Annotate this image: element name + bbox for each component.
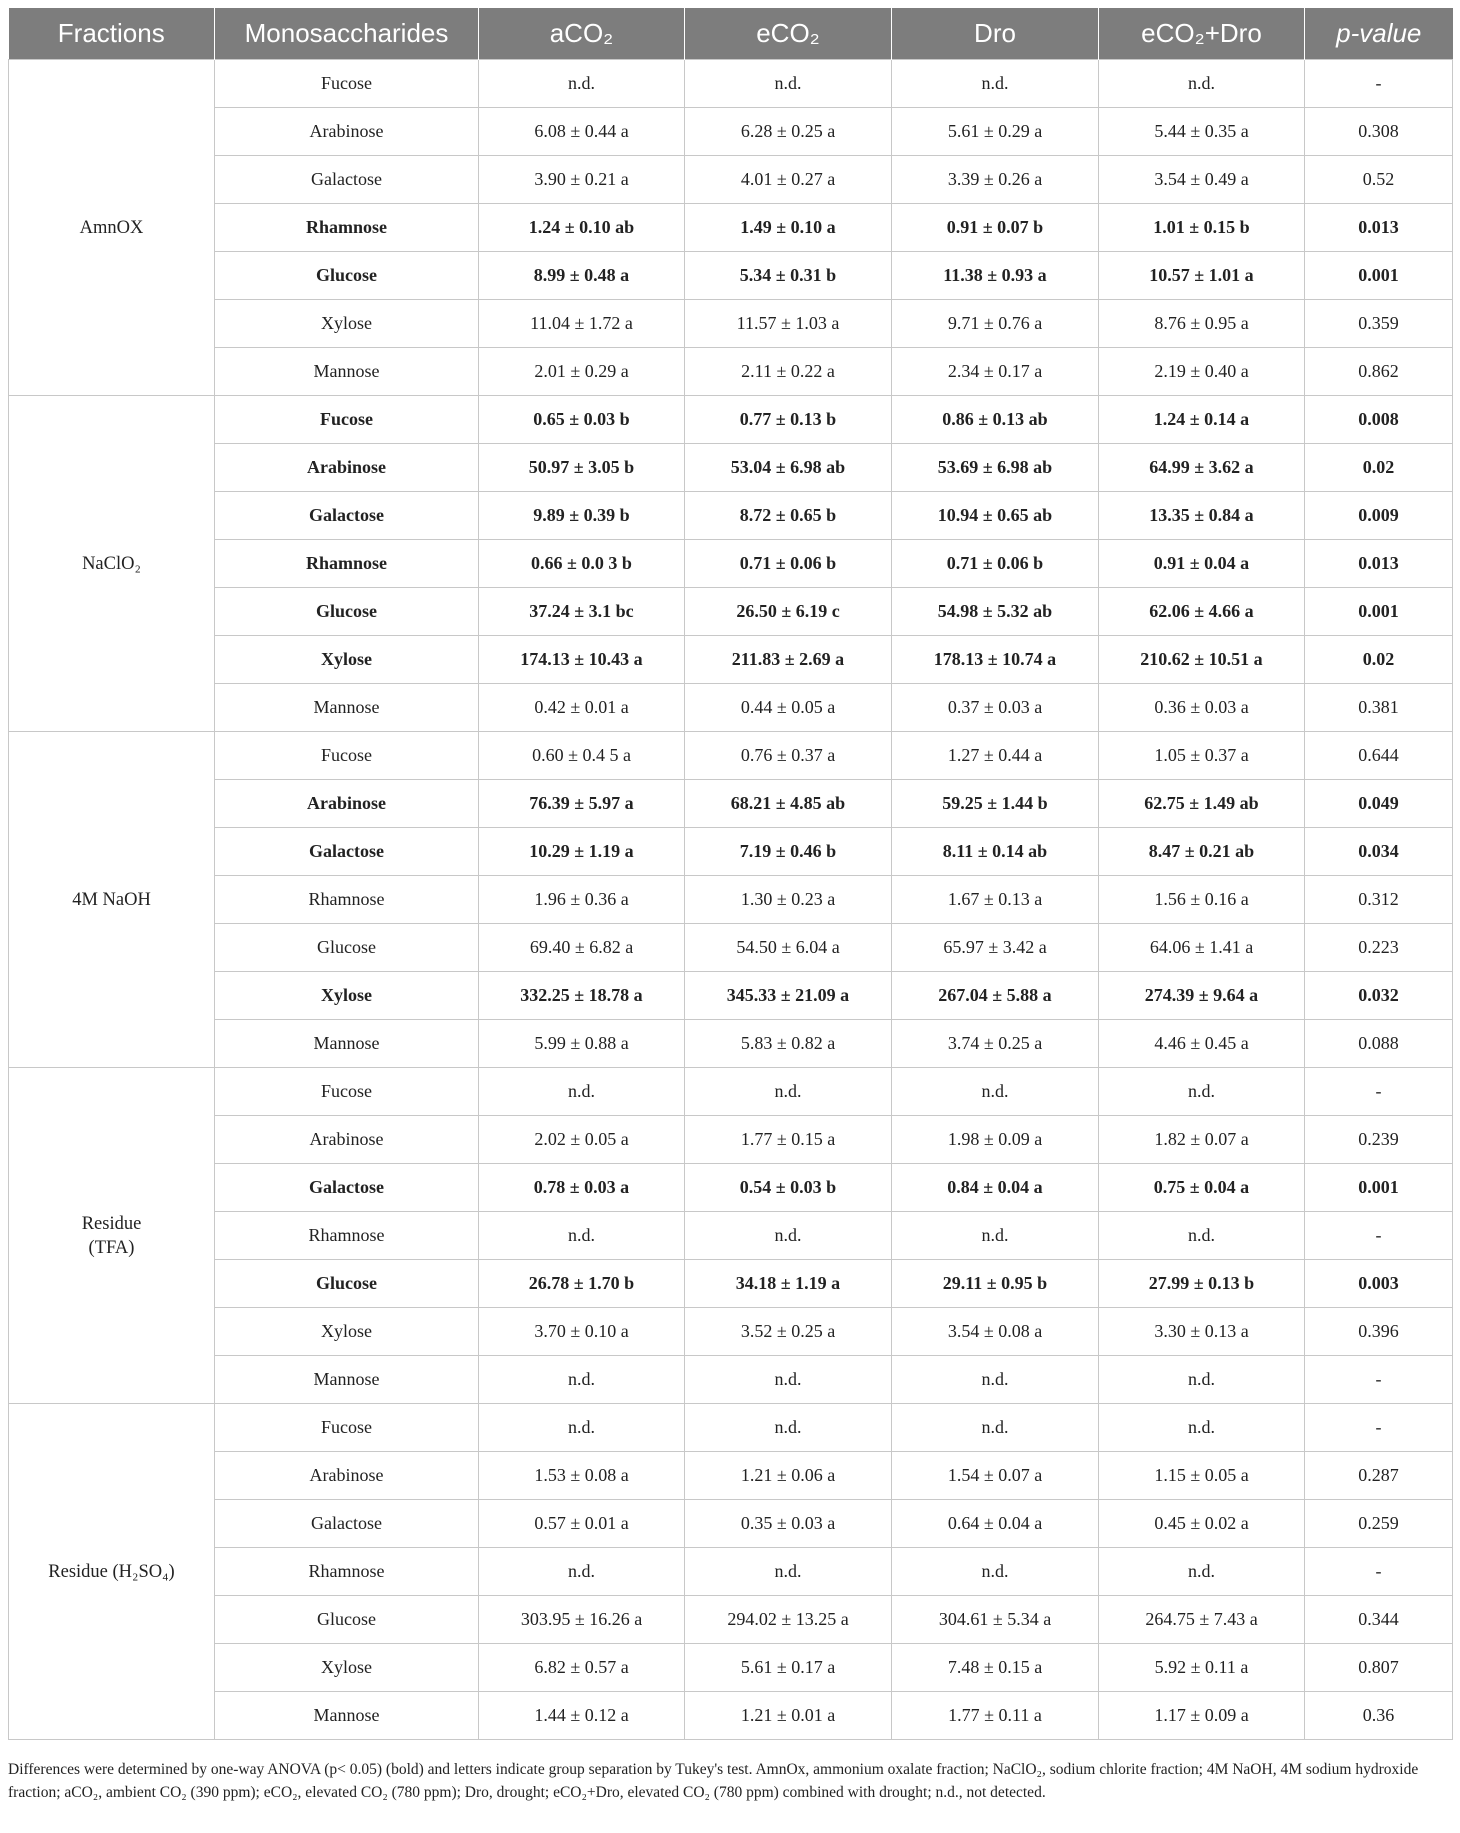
monosaccharide-cell: Galactose [215,828,479,876]
table-row [9,252,1453,300]
aco2-cell: 0.65 ± 0.03 b [479,396,685,444]
table-row [9,1500,1453,1548]
p-value-cell: 0.359 [1305,300,1453,348]
header-monosaccharides: Monosaccharides [215,8,479,60]
aco2-cell: 3.90 ± 0.21 a [479,156,685,204]
dro-cell: 0.91 ± 0.07 b [892,204,1099,252]
monosaccharide-cell: Galactose [215,1500,479,1548]
eco2dro-cell: 64.06 ± 1.41 a [1099,924,1305,972]
p-value-cell: 0.381 [1305,684,1453,732]
dro-cell: 7.48 ± 0.15 a [892,1644,1099,1692]
p-value-cell: 0.644 [1305,732,1453,780]
table-container [8,8,1452,1740]
table-row [9,1020,1453,1068]
eco2-cell: 0.76 ± 0.37 a [685,732,892,780]
dro-cell: 5.61 ± 0.29 a [892,108,1099,156]
p-value-cell: - [1305,1404,1453,1452]
eco2-cell: n.d. [685,1356,892,1404]
eco2dro-cell: 1.01 ± 0.15 b [1099,204,1305,252]
eco2-cell: 0.71 ± 0.06 b [685,540,892,588]
p-value-cell: 0.008 [1305,396,1453,444]
monosaccharide-cell: Fucose [215,396,479,444]
aco2-cell: 76.39 ± 5.97 a [479,780,685,828]
eco2-cell: 34.18 ± 1.19 a [685,1260,892,1308]
monosaccharide-cell: Arabinose [215,1116,479,1164]
aco2-cell: n.d. [479,1548,685,1596]
aco2-cell: 0.66 ± 0.0 3 b [479,540,685,588]
eco2-cell: n.d. [685,1212,892,1260]
eco2-cell: 294.02 ± 13.25 a [685,1596,892,1644]
dro-cell: 267.04 ± 5.88 a [892,972,1099,1020]
monosaccharide-cell: Fucose [215,732,479,780]
dro-cell: n.d. [892,1548,1099,1596]
monosaccharide-cell: Galactose [215,492,479,540]
monosaccharide-cell: Glucose [215,1596,479,1644]
table-row [9,492,1453,540]
eco2-cell: 1.21 ± 0.06 a [685,1452,892,1500]
p-value-cell: 0.003 [1305,1260,1453,1308]
table-row [9,204,1453,252]
eco2dro-cell: 210.62 ± 10.51 a [1099,636,1305,684]
table-row [9,108,1453,156]
aco2-cell: 303.95 ± 16.26 a [479,1596,685,1644]
p-value-cell: - [1305,1212,1453,1260]
monosaccharide-cell: Rhamnose [215,540,479,588]
monosaccharide-cell: Mannose [215,1020,479,1068]
eco2-cell: 26.50 ± 6.19 c [685,588,892,636]
monosaccharide-cell: Fucose [215,60,479,108]
eco2dro-cell: 1.24 ± 0.14 a [1099,396,1305,444]
aco2-cell: 174.13 ± 10.43 a [479,636,685,684]
eco2-cell: n.d. [685,1404,892,1452]
table-row [9,1164,1453,1212]
eco2dro-cell: 0.36 ± 0.03 a [1099,684,1305,732]
monosaccharide-cell: Xylose [215,1644,479,1692]
dro-cell: 1.98 ± 0.09 a [892,1116,1099,1164]
header-dro: Dro [892,8,1099,60]
fraction-cell: Residue (TFA) [9,1068,215,1404]
monosaccharide-cell: Rhamnose [215,204,479,252]
eco2-cell: n.d. [685,1068,892,1116]
p-value-cell: 0.862 [1305,348,1453,396]
p-value-cell: - [1305,1548,1453,1596]
table-row [9,828,1453,876]
fraction-cell: 4M NaOH [9,732,215,1068]
eco2dro-cell: n.d. [1099,1356,1305,1404]
monosaccharide-cell: Xylose [215,300,479,348]
eco2dro-cell: 0.45 ± 0.02 a [1099,1500,1305,1548]
monosaccharide-cell: Mannose [215,348,479,396]
table-row [9,1068,1453,1116]
dro-cell: n.d. [892,60,1099,108]
dro-cell: 53.69 ± 6.98 ab [892,444,1099,492]
table-row [9,1356,1453,1404]
header-row [9,8,1453,60]
p-value-cell: 0.36 [1305,1692,1453,1740]
dro-cell: 9.71 ± 0.76 a [892,300,1099,348]
dro-cell: 2.34 ± 0.17 a [892,348,1099,396]
eco2dro-cell: n.d. [1099,1068,1305,1116]
table-row [9,444,1453,492]
header-aco2: aCO₂ [479,8,685,60]
monosaccharide-cell: Mannose [215,1356,479,1404]
eco2-cell: 0.77 ± 0.13 b [685,396,892,444]
eco2-cell: 2.11 ± 0.22 a [685,348,892,396]
p-value-cell: 0.259 [1305,1500,1453,1548]
monosaccharide-cell: Glucose [215,1260,479,1308]
eco2-cell: 4.01 ± 0.27 a [685,156,892,204]
dro-cell: 65.97 ± 3.42 a [892,924,1099,972]
p-value-cell: 0.312 [1305,876,1453,924]
eco2-cell: 211.83 ± 2.69 a [685,636,892,684]
p-value-cell: 0.308 [1305,108,1453,156]
table-row [9,1548,1453,1596]
eco2-cell: 0.44 ± 0.05 a [685,684,892,732]
eco2-cell: 3.52 ± 0.25 a [685,1308,892,1356]
table-row [9,348,1453,396]
p-value-cell: 0.239 [1305,1116,1453,1164]
eco2-cell: n.d. [685,1548,892,1596]
p-value-cell: 0.034 [1305,828,1453,876]
eco2dro-cell: 10.57 ± 1.01 a [1099,252,1305,300]
eco2dro-cell: 62.75 ± 1.49 ab [1099,780,1305,828]
aco2-cell: 8.99 ± 0.48 a [479,252,685,300]
eco2-cell: 6.28 ± 0.25 a [685,108,892,156]
eco2-cell: 11.57 ± 1.03 a [685,300,892,348]
eco2dro-cell: 274.39 ± 9.64 a [1099,972,1305,1020]
table-footnote: Differences were determined by one-way ANOVA (p< 0.05) (bold) and letters indicate group separation by Tukey's test. AmnOx, ammonium oxalate fraction; NaClO₂, sodium chlorite fraction; 4M NaOH, 4M sodium hydroxide fraction; aCO₂, ambient CO₂ (390 ppm); eCO₂, elevated CO₂ (780 ppm); Dro, drought; eCO₂+Dro, elevated CO₂ (780 ppm) combined with drought; n.d., not detected. [8,1761,1419,1801]
p-value-cell: 0.287 [1305,1452,1453,1500]
eco2dro-cell: 5.92 ± 0.11 a [1099,1644,1305,1692]
dro-cell: 1.27 ± 0.44 a [892,732,1099,780]
monosaccharide-cell: Glucose [215,252,479,300]
table-row [9,876,1453,924]
table-row [9,972,1453,1020]
monosaccharide-cell: Fucose [215,1404,479,1452]
p-value-cell: 0.807 [1305,1644,1453,1692]
aco2-cell: n.d. [479,60,685,108]
dro-cell: 3.54 ± 0.08 a [892,1308,1099,1356]
header-fractions: Fractions [9,8,215,60]
table-row [9,1116,1453,1164]
dro-cell: 0.37 ± 0.03 a [892,684,1099,732]
table-row [9,1644,1453,1692]
monosaccharide-cell: Galactose [215,156,479,204]
aco2-cell: 1.53 ± 0.08 a [479,1452,685,1500]
table-row [9,1596,1453,1644]
p-value-cell: 0.344 [1305,1596,1453,1644]
dro-cell: 29.11 ± 0.95 b [892,1260,1099,1308]
table-row [9,156,1453,204]
aco2-cell: 1.44 ± 0.12 a [479,1692,685,1740]
table-row [9,60,1453,108]
table-row [9,1452,1453,1500]
eco2-cell: 0.54 ± 0.03 b [685,1164,892,1212]
p-value-cell: - [1305,1068,1453,1116]
p-value-cell: 0.013 [1305,204,1453,252]
aco2-cell: 9.89 ± 0.39 b [479,492,685,540]
aco2-cell: 2.01 ± 0.29 a [479,348,685,396]
dro-cell: 304.61 ± 5.34 a [892,1596,1099,1644]
p-value-cell: - [1305,60,1453,108]
monosaccharide-cell: Glucose [215,924,479,972]
eco2dro-cell: 2.19 ± 0.40 a [1099,348,1305,396]
table-row [9,1692,1453,1740]
dro-cell: 178.13 ± 10.74 a [892,636,1099,684]
p-value-cell: 0.223 [1305,924,1453,972]
dro-cell: 59.25 ± 1.44 b [892,780,1099,828]
p-value-cell: 0.009 [1305,492,1453,540]
aco2-cell: 0.42 ± 0.01 a [479,684,685,732]
table-row [9,1260,1453,1308]
eco2dro-cell: 8.47 ± 0.21 ab [1099,828,1305,876]
dro-cell: 3.39 ± 0.26 a [892,156,1099,204]
aco2-cell: n.d. [479,1356,685,1404]
dro-cell: 8.11 ± 0.14 ab [892,828,1099,876]
table-row [9,540,1453,588]
p-value-cell: 0.52 [1305,156,1453,204]
eco2-cell: 5.34 ± 0.31 b [685,252,892,300]
eco2dro-cell: n.d. [1099,1212,1305,1260]
monosaccharide-cell: Xylose [215,1308,479,1356]
dro-cell: 10.94 ± 0.65 ab [892,492,1099,540]
eco2dro-cell: 1.15 ± 0.05 a [1099,1452,1305,1500]
dro-cell: 1.77 ± 0.11 a [892,1692,1099,1740]
monosaccharide-cell: Mannose [215,684,479,732]
eco2dro-cell: 8.76 ± 0.95 a [1099,300,1305,348]
aco2-cell: 0.57 ± 0.01 a [479,1500,685,1548]
eco2-cell: 5.61 ± 0.17 a [685,1644,892,1692]
p-value-cell: 0.396 [1305,1308,1453,1356]
aco2-cell: 1.96 ± 0.36 a [479,876,685,924]
eco2-cell: 68.21 ± 4.85 ab [685,780,892,828]
aco2-cell: 6.82 ± 0.57 a [479,1644,685,1692]
monosaccharide-cell: Galactose [215,1164,479,1212]
eco2dro-cell: 1.82 ± 0.07 a [1099,1116,1305,1164]
eco2dro-cell: n.d. [1099,60,1305,108]
eco2dro-cell: 64.99 ± 3.62 a [1099,444,1305,492]
p-value-cell: 0.013 [1305,540,1453,588]
dro-cell: n.d. [892,1212,1099,1260]
dro-cell: 1.67 ± 0.13 a [892,876,1099,924]
table-row [9,1308,1453,1356]
eco2dro-cell: n.d. [1099,1548,1305,1596]
dro-cell: 11.38 ± 0.93 a [892,252,1099,300]
p-value-cell: 0.02 [1305,636,1453,684]
eco2dro-cell: 0.75 ± 0.04 a [1099,1164,1305,1212]
table-row [9,396,1453,444]
aco2-cell: 5.99 ± 0.88 a [479,1020,685,1068]
aco2-cell: n.d. [479,1404,685,1452]
aco2-cell: 2.02 ± 0.05 a [479,1116,685,1164]
monosaccharide-cell: Arabinose [215,444,479,492]
table-row [9,732,1453,780]
fraction-cell: NaClO₂ [9,396,215,732]
eco2dro-cell: 62.06 ± 4.66 a [1099,588,1305,636]
aco2-cell: 6.08 ± 0.44 a [479,108,685,156]
monosaccharide-cell: Glucose [215,588,479,636]
p-value-cell: - [1305,1356,1453,1404]
monosaccharide-cell: Rhamnose [215,1548,479,1596]
eco2dro-cell: 1.05 ± 0.37 a [1099,732,1305,780]
eco2dro-cell: 264.75 ± 7.43 a [1099,1596,1305,1644]
table-row [9,1404,1453,1452]
dro-cell: n.d. [892,1068,1099,1116]
table-row [9,924,1453,972]
fraction-cell: AmnOX [9,60,215,396]
dro-cell: n.d. [892,1356,1099,1404]
eco2-cell: 53.04 ± 6.98 ab [685,444,892,492]
aco2-cell: 1.24 ± 0.10 ab [479,204,685,252]
p-value-cell: 0.02 [1305,444,1453,492]
eco2dro-cell: 27.99 ± 0.13 b [1099,1260,1305,1308]
eco2-cell: 0.35 ± 0.03 a [685,1500,892,1548]
dro-cell: 0.64 ± 0.04 a [892,1500,1099,1548]
table-row [9,780,1453,828]
p-value-cell: 0.088 [1305,1020,1453,1068]
aco2-cell: 332.25 ± 18.78 a [479,972,685,1020]
p-value-cell: 0.001 [1305,252,1453,300]
eco2dro-cell: 13.35 ± 0.84 a [1099,492,1305,540]
eco2-cell: n.d. [685,60,892,108]
dro-cell: 1.54 ± 0.07 a [892,1452,1099,1500]
monosaccharide-cell: Mannose [215,1692,479,1740]
eco2dro-cell: 3.54 ± 0.49 a [1099,156,1305,204]
table-row [9,636,1453,684]
table-row [9,1212,1453,1260]
aco2-cell: 0.78 ± 0.03 a [479,1164,685,1212]
p-value-cell: 0.001 [1305,1164,1453,1212]
eco2-cell: 54.50 ± 6.04 a [685,924,892,972]
eco2-cell: 5.83 ± 0.82 a [685,1020,892,1068]
fraction-cell: Residue (H₂SO₄) [9,1404,215,1740]
aco2-cell: 69.40 ± 6.82 a [479,924,685,972]
eco2-cell: 1.77 ± 0.15 a [685,1116,892,1164]
monosaccharide-cell: Arabinose [215,780,479,828]
table-row [9,588,1453,636]
dro-cell: 3.74 ± 0.25 a [892,1020,1099,1068]
table-row [9,300,1453,348]
aco2-cell: 3.70 ± 0.10 a [479,1308,685,1356]
p-value-cell: 0.001 [1305,588,1453,636]
dro-cell: 0.86 ± 0.13 ab [892,396,1099,444]
aco2-cell: 50.97 ± 3.05 b [479,444,685,492]
dro-cell: 0.71 ± 0.06 b [892,540,1099,588]
table-row [9,684,1453,732]
header-p-value: p-value [1305,8,1453,60]
dro-cell: n.d. [892,1404,1099,1452]
monosaccharide-cell: Rhamnose [215,1212,479,1260]
aco2-cell: n.d. [479,1068,685,1116]
aco2-cell: 10.29 ± 1.19 a [479,828,685,876]
eco2-cell: 1.30 ± 0.23 a [685,876,892,924]
header-eco2: eCO₂ [685,8,892,60]
eco2-cell: 1.49 ± 0.10 a [685,204,892,252]
monosaccharide-cell: Fucose [215,1068,479,1116]
dro-cell: 54.98 ± 5.32 ab [892,588,1099,636]
eco2-cell: 8.72 ± 0.65 b [685,492,892,540]
eco2dro-cell: 1.17 ± 0.09 a [1099,1692,1305,1740]
dro-cell: 0.84 ± 0.04 a [892,1164,1099,1212]
p-value-cell: 0.032 [1305,972,1453,1020]
eco2-cell: 345.33 ± 21.09 a [685,972,892,1020]
eco2-cell: 1.21 ± 0.01 a [685,1692,892,1740]
monosaccharide-cell: Arabinose [215,108,479,156]
eco2dro-cell: 0.91 ± 0.04 a [1099,540,1305,588]
aco2-cell: 37.24 ± 3.1 bc [479,588,685,636]
eco2dro-cell: n.d. [1099,1404,1305,1452]
monosaccharide-cell: Xylose [215,972,479,1020]
monosaccharide-cell: Xylose [215,636,479,684]
aco2-cell: 26.78 ± 1.70 b [479,1260,685,1308]
monosaccharide-table [8,8,1453,1740]
eco2dro-cell: 4.46 ± 0.45 a [1099,1020,1305,1068]
eco2dro-cell: 5.44 ± 0.35 a [1099,108,1305,156]
aco2-cell: 0.60 ± 0.4 5 a [479,732,685,780]
aco2-cell: 11.04 ± 1.72 a [479,300,685,348]
eco2dro-cell: 1.56 ± 0.16 a [1099,876,1305,924]
eco2-cell: 7.19 ± 0.46 b [685,828,892,876]
eco2dro-cell: 3.30 ± 0.13 a [1099,1308,1305,1356]
header-eco2-dro: eCO₂+Dro [1099,8,1305,60]
monosaccharide-cell: Arabinose [215,1452,479,1500]
monosaccharide-cell: Rhamnose [215,876,479,924]
aco2-cell: n.d. [479,1212,685,1260]
p-value-cell: 0.049 [1305,780,1453,828]
